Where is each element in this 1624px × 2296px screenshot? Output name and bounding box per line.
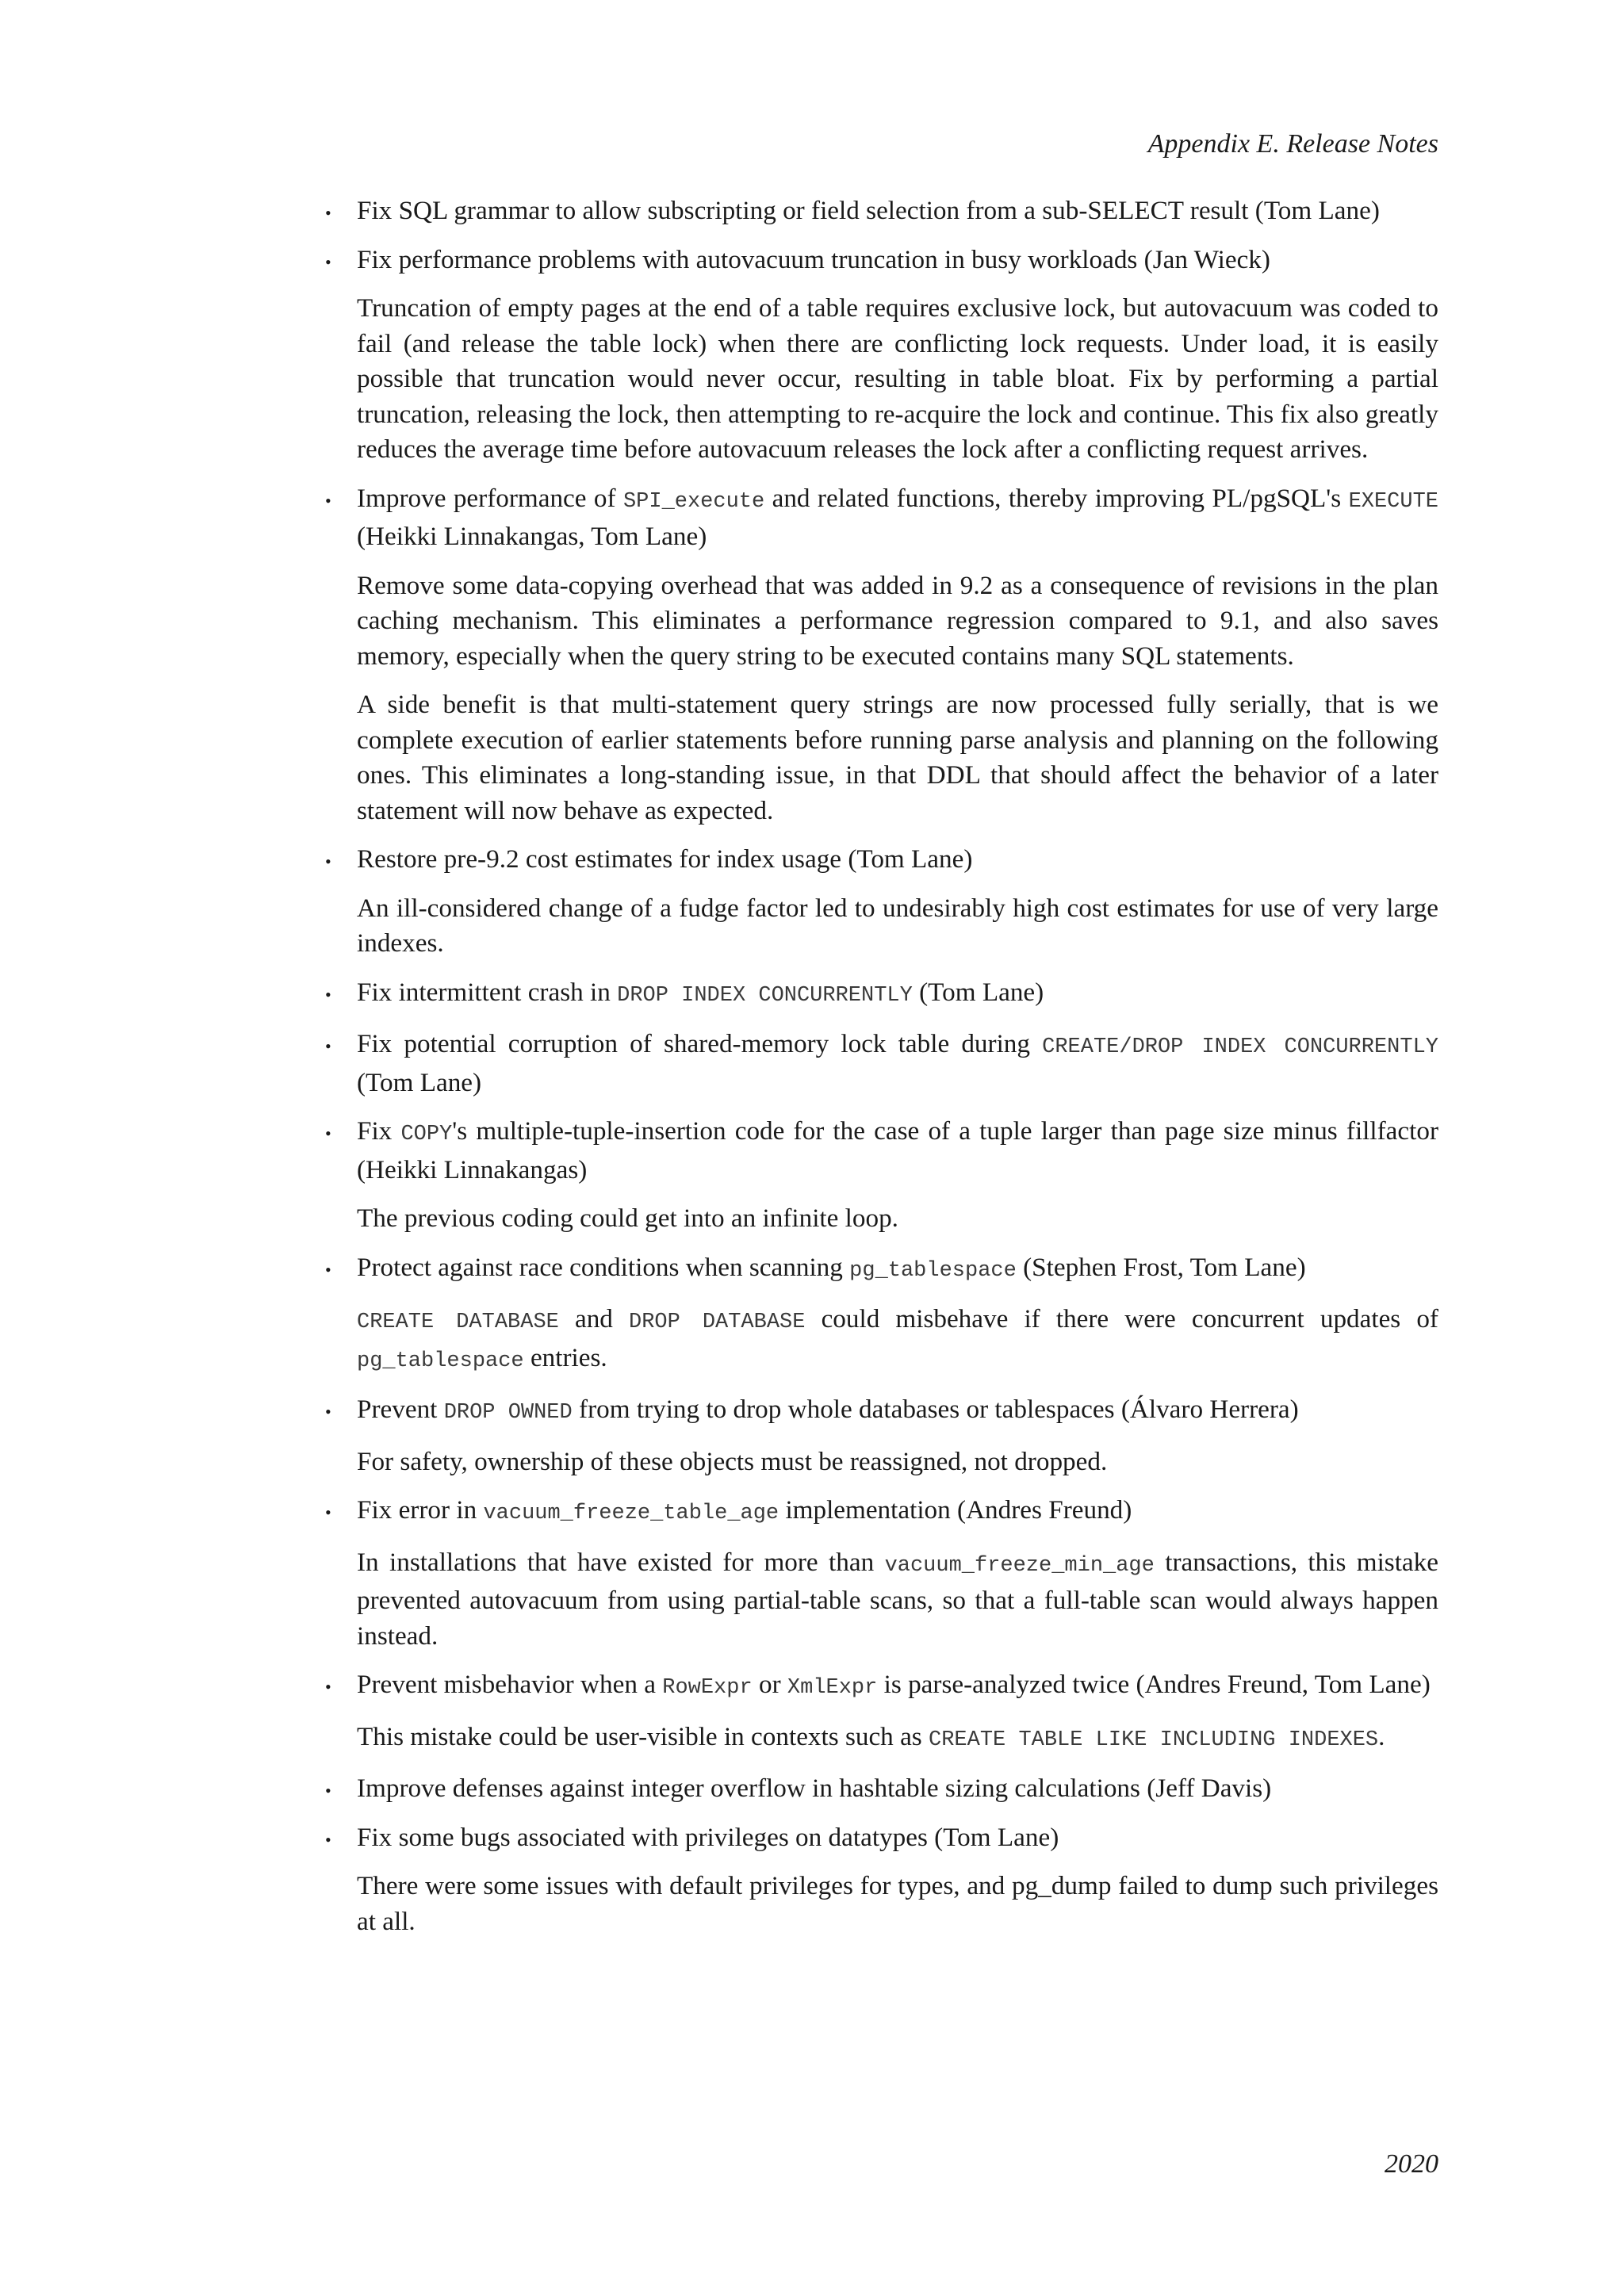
item-detail: An ill-considered change of a fudge factor led to undesirably high cost estimates for use of very large indexes. (357, 893, 1438, 958)
code-literal: pg_tablespace (357, 1349, 524, 1373)
list-item (325, 975, 1438, 1014)
code-literal: DROP INDEX CONCURRENTLY (617, 983, 913, 1008)
list-item (325, 1392, 1438, 1479)
item-text: Prevent misbehavior when a RowExpr or XmlExpr is parse-analyzed twice (Andres Freund, Tom Lane) (357, 1670, 1431, 1700)
item-detail: There were some issues with default privileges for types, and pg_dump failed to dump such privileges at all. (357, 1871, 1438, 1936)
list-item (325, 842, 1438, 962)
item-text: Restore pre-9.2 cost estimates for index usage (Tom Lane) (357, 844, 973, 874)
item-text: Fix potential corruption of shared-memory lock table during CREATE/DROP INDEX CONCURRENTLY (Tom Lane) (357, 1029, 1438, 1097)
bullet-icon (325, 1250, 357, 1288)
code-literal: CREATE DATABASE (357, 1311, 559, 1334)
release-notes-body (325, 193, 1438, 1953)
code-literal: RowExpr (662, 1676, 753, 1700)
item-text: Fix intermittent crash in DROP INDEX CONCURRENTLY (Tom Lane) (357, 977, 1044, 1008)
item-text: Improve performance of SPI_execute and related functions, thereby improving PL/pgSQL's EXECUTE (Heikki Linnakangas, Tom Lane) (357, 483, 1438, 551)
item-text: Prevent DROP OWNED from trying to drop whole databases or tablespaces (Álvaro Herrera) (357, 1395, 1299, 1425)
item-detail: For safety, ownership of these objects must be reassigned, not dropped. (357, 1446, 1108, 1476)
bullet-icon (325, 481, 357, 519)
list-item (325, 243, 1438, 468)
bullet-icon (325, 1114, 357, 1152)
item-text: Fix COPY's multiple-tuple-insertion code for the case of a tuple larger than page size minus fillfactor (Heikki Linnakangas) (357, 1116, 1438, 1184)
bullet-icon (325, 1771, 357, 1809)
bullet-icon (325, 975, 357, 1013)
bullet-icon (325, 1027, 357, 1065)
code-literal: vacuum_freeze_min_age (884, 1553, 1155, 1578)
item-detail: This mistake could be user-visible in contexts such as CREATE TABLE LIKE INCLUDING INDEXES. (357, 1721, 1385, 1752)
list-item (325, 1114, 1438, 1237)
item-text: Fix error in vacuum_freeze_table_age implementation (Andres Freund) (357, 1495, 1132, 1525)
running-header: Appendix E. Release Notes (1147, 129, 1438, 159)
code-literal: CREATE TABLE LIKE INCLUDING INDEXES (929, 1728, 1379, 1752)
list-item (325, 1250, 1438, 1380)
code-literal: SPI_execute (622, 489, 765, 514)
code-literal: DROP DATABASE (629, 1311, 806, 1334)
list-item (325, 1771, 1438, 1807)
item-text: Fix some bugs associated with privileges on datatypes (Tom Lane) (357, 1822, 1059, 1852)
bullet-icon (325, 1493, 357, 1531)
list-item (325, 1820, 1438, 1940)
item-text: Improve defenses against integer overflow in hashtable sizing calculations (Jeff Davis) (357, 1774, 1272, 1803)
item-text: Fix performance problems with autovacuum truncation in busy workloads (Jan Wieck) (357, 244, 1270, 274)
page-number: 2020 (1385, 2149, 1438, 2179)
item-detail: A side benefit is that multi-statement query strings are now processed fully serially, that is we complete execution of earlier statements before running parse analysis and planning on the following ones. This eliminates a long-standing issue, in that DDL that should affect the behavior of a later statement will now behave as expected. (357, 690, 1438, 825)
code-literal: DROP OWNED (443, 1401, 573, 1425)
code-literal: pg_tablespace (849, 1258, 1017, 1283)
code-literal: COPY (400, 1123, 453, 1146)
list-item (325, 1493, 1438, 1654)
code-literal: XmlExpr (787, 1676, 878, 1700)
list-item (325, 1027, 1438, 1100)
code-literal: vacuum_freeze_table_age (483, 1502, 779, 1525)
bullet-icon (325, 1820, 357, 1858)
release-notes-list (325, 193, 1438, 1939)
bullet-icon (325, 842, 357, 880)
item-detail: In installations that have existed for more than vacuum_freeze_min_age transactions, this mistake prevented autovacuum from using partial-table scans, so that a full-table scan would always happen instead. (357, 1547, 1438, 1651)
code-literal: CREATE/DROP INDEX CONCURRENTLY (1042, 1035, 1438, 1059)
bullet-icon (325, 1667, 357, 1705)
code-literal: EXECUTE (1348, 489, 1438, 514)
item-detail: Remove some data-copying overhead that was added in 9.2 as a consequence of revisions in the plan caching mechanism. This eliminates a performance regression compared to 9.1, and also saves memory, especially when the query string to be executed contains many SQL statements. (357, 570, 1438, 671)
list-item (325, 481, 1438, 829)
item-text: Fix SQL grammar to allow subscripting or field selection from a sub-SELECT result (Tom Lane) (357, 196, 1380, 225)
item-detail: The previous coding could get into an infinite loop. (357, 1203, 898, 1233)
item-text: Protect against race conditions when scanning pg_tablespace (Stephen Frost, Tom Lane) (357, 1252, 1306, 1283)
bullet-icon (325, 193, 357, 232)
list-item (325, 193, 1438, 229)
bullet-icon (325, 1392, 357, 1430)
list-item (325, 1667, 1438, 1758)
item-detail: Truncation of empty pages at the end of a table requires exclusive lock, but autovacuum was coded to fail (and release the table lock) when there are conflicting lock requests. Under load, it is easily possible that truncation would never occur, resulting in table bloat. Fix by performing a partial truncation, releasing the lock, then attempting to re-acquire the lock and continue. This fix also greatly reduces the average time before autovacuum releases the lock after a conflicting request arrives. (357, 293, 1438, 464)
bullet-icon (325, 243, 357, 281)
item-detail: CREATE DATABASE and DROP DATABASE could misbehave if there were concurrent updates of pg_tablespace entries. (357, 1304, 1438, 1373)
